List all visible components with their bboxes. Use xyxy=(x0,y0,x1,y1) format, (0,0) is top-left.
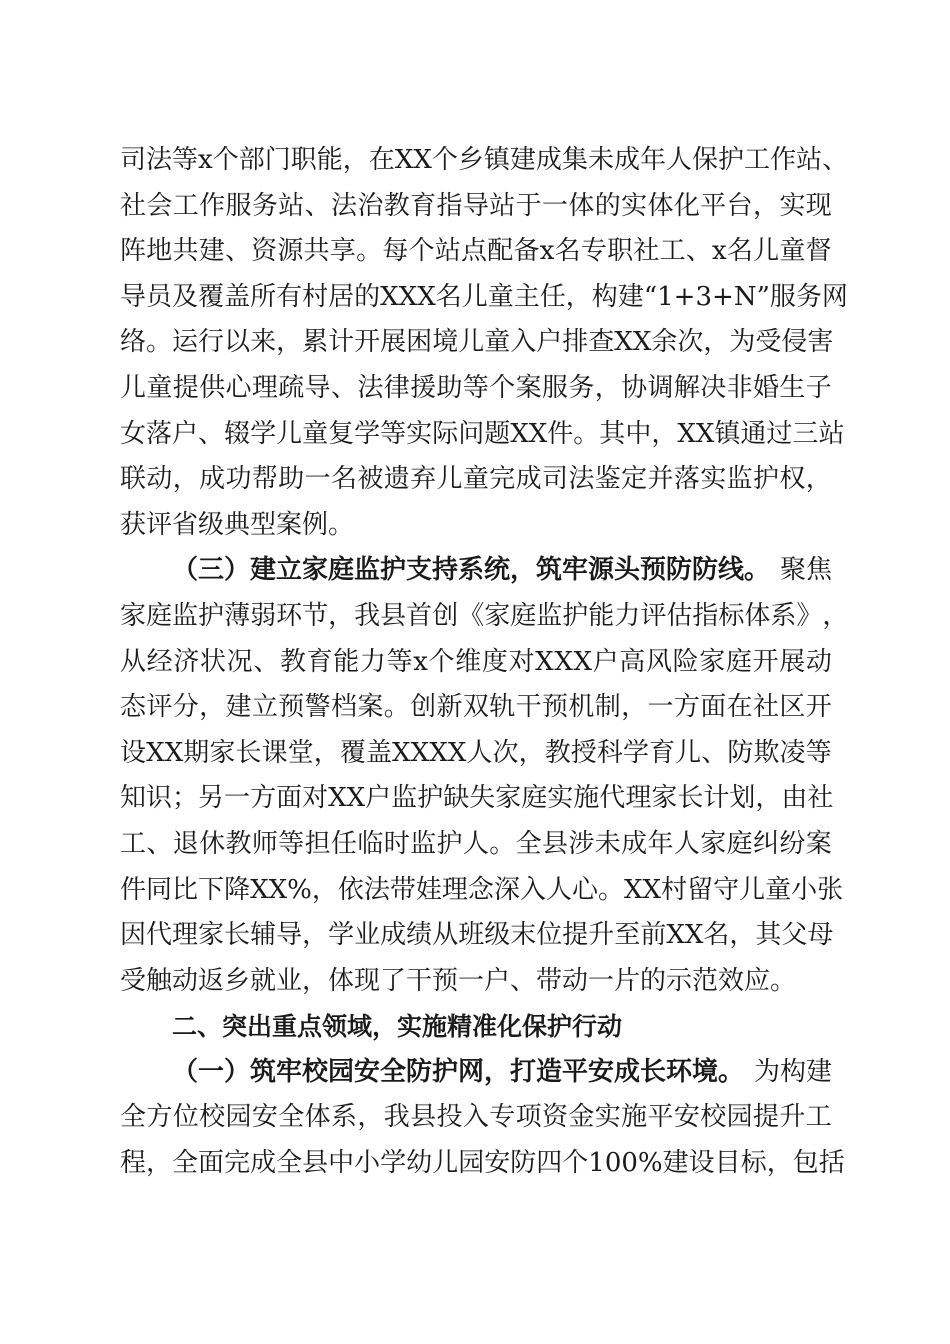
line-text: 受触动返乡就业，体现了干预一户、带动一片的示范效应。 xyxy=(120,965,797,996)
text-line: 社 会 工 作 服 务 站 、 法 治 教 育 指 导 站 于 一 体 的 实 体 化 平 台 ， 实 现 xyxy=(120,190,832,221)
text-line: 从 经 济 状 况 、 教 育 能 力 等 x 个 维 度 对 X X X 户 高 风 险 家 庭 开 展 动 xyxy=(120,646,832,677)
line-text: 聚焦 xyxy=(779,555,832,586)
paragraph-heading-line xyxy=(120,1050,832,1096)
text-line: 阵 地 共 建 、 资 源 共 享 。 每 个 站 点 配 备 x 名 专 职 社 工 、 x 名 儿 童 督 xyxy=(120,236,832,267)
section-title: 二、突出重点领域，实施精准化保护行动 xyxy=(172,1012,623,1042)
text-line: 儿 童 提 供 心 理 疏 导 、 法 律 援 助 等 个 案 服 务 ， 协 调 解 决 非 婚 生 子 xyxy=(120,372,832,403)
line-text: 获评省级典型案例。 xyxy=(120,509,355,540)
text-line: 家 庭 监 护 薄 弱 环 节 ， 我 县 首 创 《 家 庭 监 护 能 力 评 估 指 标 体 系 》 ， xyxy=(120,600,849,631)
text-line: 件 同 比 下 降 X X % ， 依 法 带 娃 理 念 深 入 人 心 。 X X 村 留 守 儿 童 小 张 xyxy=(120,874,844,905)
text-line xyxy=(120,503,832,549)
text-line xyxy=(120,959,832,1005)
text-line: 司 法 等 x 个 部 门 职 能 ， 在 X X 个 乡 镇 建 成 集 未 成 年 人 保 护 工 作 站 、 xyxy=(120,145,849,175)
text-line: 女 落 户 、 辍 学 儿 童 复 学 等 实 际 问 题 X X 件 。 其 中 ， X X 镇 通 过 三 站 xyxy=(120,418,845,449)
text-line: 工 、 退 休 教 师 等 担 任 临 时 监 护 人 。 全 县 涉 未 成 年 人 家 庭 纠 纷 案 xyxy=(120,828,832,859)
text-line: 程 ， 全 面 完 成 全 县 中 小 学 幼 儿 园 安 防 四 个 1 0 0 % 建 设 目 标 ， 包 括 xyxy=(120,1148,845,1179)
text-line: 知 识 ； 另 一 方 面 对 X X 户 监 护 缺 失 家 庭 实 施 代 理 家 长 计 划 ， 由 社 xyxy=(120,783,834,814)
document-body xyxy=(120,138,849,1187)
text-line: 设 X X 期 家 长 课 堂 ， 覆 盖 X X X X 人 次 ， 教 授 科 学 育 儿 、 防 欺 凌 等 xyxy=(120,737,832,768)
subsection-title-1: （一）筑牢校园安全防护网，打造平安成长环境。 xyxy=(172,1056,745,1087)
text-line: 络 。 运 行 以 来 ， 累 计 开 展 困 境 儿 童 入 户 排 查 X X 余 次 ， 为 受 侵 害 xyxy=(120,327,834,358)
text-line: 联 动 ， 成 功 帮 助 一 名 被 遗 弃 儿 童 完 成 司 法 鉴 定 并 落 实 监 护 权 ， xyxy=(120,464,832,495)
line-text: 为构建 xyxy=(753,1056,832,1087)
text-line: 导 员 及 覆 盖 所 有 村 居 的 X X X 名 儿 童 主 任 ， 构 建 “ 1 + 3 + N ” 服 务 网 xyxy=(120,281,848,312)
text-line: 全 方 位 校 园 安 全 体 系 ， 我 县 投 入 专 项 资 金 实 施 平 安 校 园 提 升 工 xyxy=(120,1102,832,1133)
section-heading-2 xyxy=(120,1004,832,1050)
text-line: 态 评 分 ， 建 立 预 警 档 案 。 创 新 双 轨 干 预 机 制 ， 一 方 面 在 社 区 开 xyxy=(120,692,832,723)
subsection-title-3: （三）建立家庭监护支持系统，筑牢源头预防防线。 xyxy=(172,555,771,586)
text-line: 因 代 理 家 长 辅 导 ， 学 业 成 绩 从 班 级 末 位 提 升 至 前 X X 名 ， 其 父 母 xyxy=(120,920,834,951)
paragraph-heading-line xyxy=(120,548,832,594)
